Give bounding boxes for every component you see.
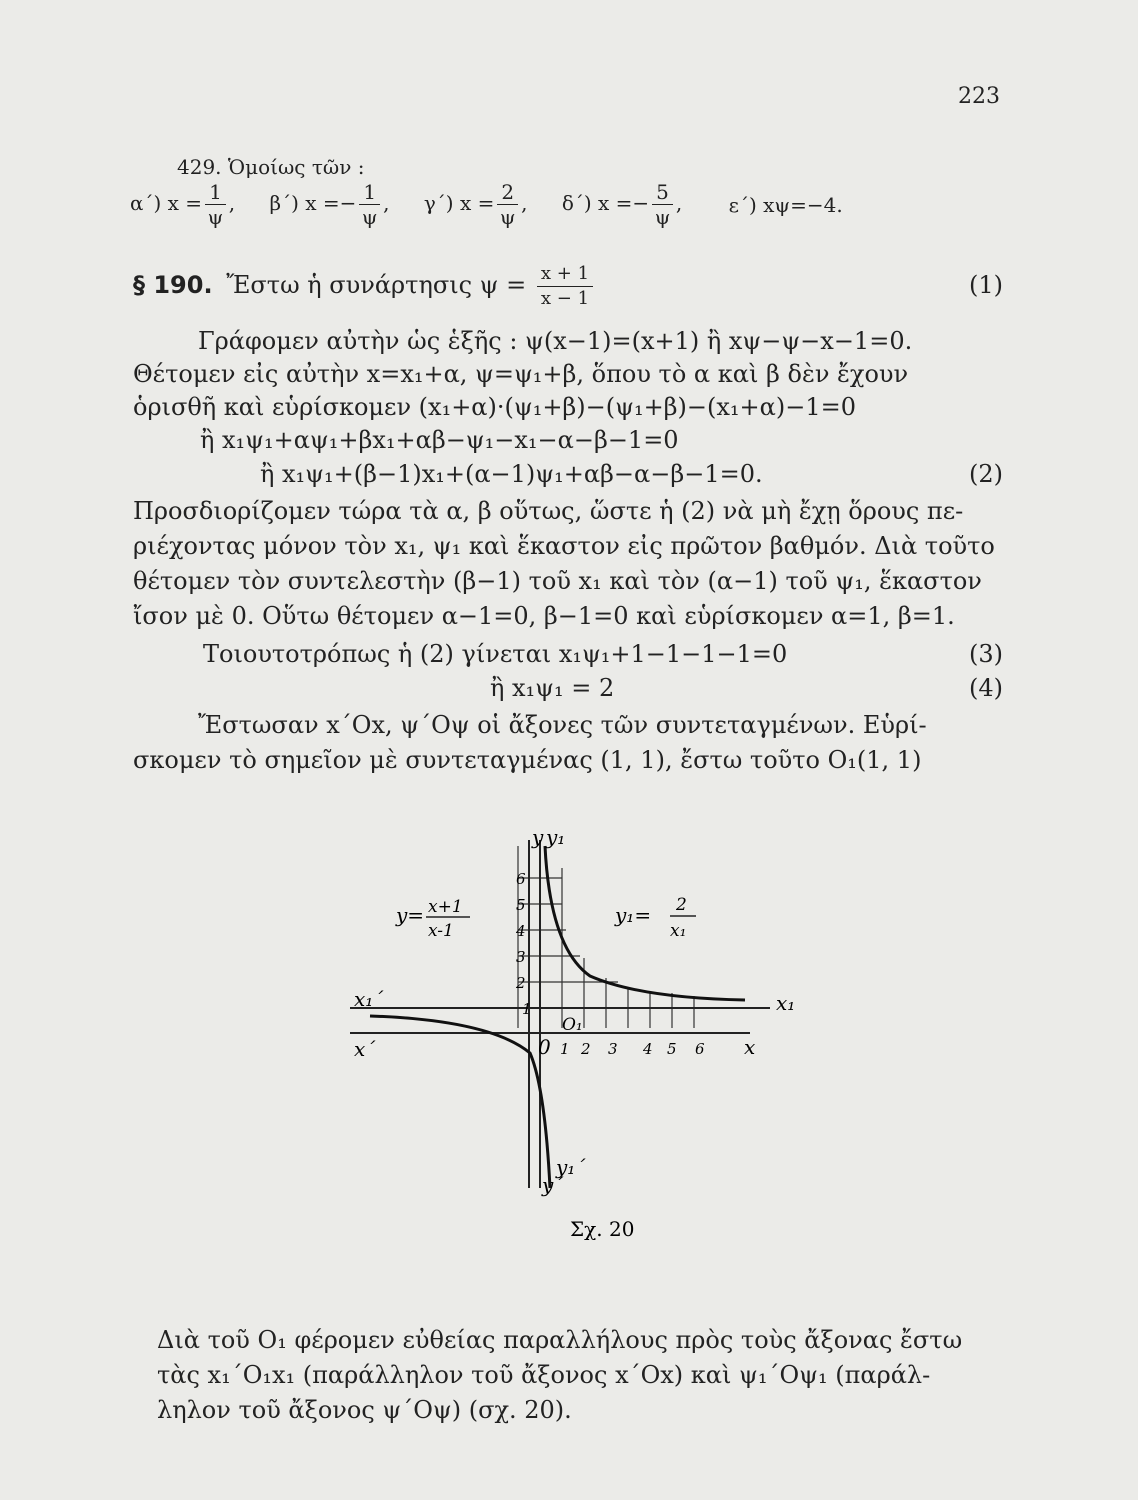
y-tick-label: 3 [516, 948, 526, 966]
grid [518, 846, 694, 1028]
axis-y1p-label: y₁΄ [556, 1155, 586, 1179]
axis-xp-label: x΄ [354, 1037, 376, 1061]
right-eq-den: x₁ [670, 921, 687, 941]
axis-yp-label: y΄ [542, 1173, 564, 1197]
paragraph-1-line-4: ἴσον μὲ 0. Οὕτω θέτομεν α−1=0, β−1=0 καὶ εὑρίσκομεν α=1, β=1. [133, 602, 955, 630]
paragraph-3-line-2: τὰς x₁΄O₁x₁ (παράλληλον τοῦ ἄξονος x΄Ox) καὶ ψ₁΄Oψ₁ (παράλ- [157, 1361, 931, 1389]
paragraph-2-line-2: σκομεν τὸ σημεῖον μὲ συντεταγμένας (1, 1), ἔστω τοῦτο O₁(1, 1) [133, 746, 922, 774]
section-heading [133, 262, 1003, 322]
left-eq-lhs: y= [396, 903, 425, 927]
y-tick-label: 1 [522, 1000, 532, 1018]
section-symbol: § 190. [133, 271, 213, 299]
body-line-6: Τοιουτοτρόπως ἡ (2) γίνεται x₁ψ₁+1−1−1−1=0 (3) [203, 640, 1003, 668]
paragraph-1-line-3: θέτομεν τὸν συντελεστὴν (β−1) τοῦ x₁ καὶ τὸν (α−1) τοῦ ψ₁, ἕκαστον [133, 567, 982, 595]
page-number: 223 [958, 84, 1000, 109]
body-line-5: ἢ x₁ψ₁+(β−1)x₁+(α−1)ψ₁+αβ−α−β−1=0. (2) [260, 460, 1003, 488]
axis-x1-label: x₁ [776, 991, 796, 1015]
x-tick-label: 4 [643, 1040, 653, 1058]
left-eq-den: x-1 [428, 921, 454, 941]
exercise-intro: 429. Ὁμοίως τῶν : [177, 155, 365, 179]
y-tick-label: 5 [516, 896, 526, 914]
x-tick-label: 3 [608, 1040, 618, 1058]
axis-labels [354, 828, 795, 1197]
y-tick-label: 4 [516, 922, 526, 940]
x-tick-label: 2 [581, 1040, 591, 1058]
paragraph-3-line-1: Διὰ τοῦ O₁ φέρομεν εὐθείας παραλλήλους πρὸς τοὺς ἄξονας ἔστω [157, 1326, 963, 1354]
body-line-2: Θέτομεν εἰς αὐτὴν x=x₁+α, ψ=ψ₁+β, ὅπου τὸ α καὶ β δὲν ἔχουν [133, 360, 909, 388]
equation-number-4: (4) [969, 674, 1003, 702]
body-line-4: ἢ x₁ψ₁+αψ₁+βx₁+αβ−ψ₁−x₁−α−β−1=0 [200, 426, 679, 454]
paragraph-3-line-3: ληλον τοῦ ἄξονος ψ΄Oψ) (σχ. 20). [157, 1396, 572, 1424]
paragraph-2-line-1: Ἔστωσαν x΄Ox, ψ΄Oψ οἱ ἄξονες τῶν συντεταγμένων. Εὑρί- [198, 711, 927, 739]
body-line-1: Γράφομεν αὐτὴν ὡς ἑξῆς : ψ(x−1)=(x+1) ἢ xψ−ψ−x−1=0. [198, 327, 913, 355]
equation-number-3: (3) [969, 640, 1003, 668]
x-tick-label: 5 [667, 1040, 677, 1058]
axis-x1p-label: x₁΄ [354, 987, 384, 1011]
y-tick-label: 6 [516, 870, 526, 888]
left-eq-num: x+1 [428, 897, 463, 917]
paragraph-1-line-2: ριέχοντας μόνον τὸν x₁, ψ₁ καὶ ἕκαστον εἰς πρῶτον βαθμόν. Διὰ τοῦτο [133, 532, 995, 560]
section-fraction: $\frac{x + 1}{x - 1}$ [537, 262, 593, 311]
hyperbola-left-branch [370, 1016, 550, 1188]
body-line-3: ὁρισθῆ καὶ εὑρίσκομεν (x₁+α)·(ψ₁+β)−(ψ₁+β)−(x₁+α)−1=0 [133, 393, 856, 421]
exercise-item-c: γ΄) x = $\frac{2}{\psi}$ , [423, 180, 528, 229]
exercise-item-e: ε΄) xψ=−4. [728, 192, 843, 217]
right-eq-lhs: y₁= [615, 903, 652, 927]
body-line-7: ἢ x₁ψ₁ = 2 (4) [490, 674, 1003, 702]
right-equation [614, 895, 696, 941]
y-tick-label: 2 [516, 974, 526, 992]
left-equation [395, 897, 470, 941]
axis-x-label: x [744, 1035, 756, 1059]
figure-caption: Σχ. 20 [570, 1217, 635, 1241]
x-tick-label: 6 [695, 1040, 705, 1058]
axis-y1-label: y₁ [546, 828, 566, 849]
right-eq-num: 2 [676, 895, 687, 915]
axis-y-label: y [532, 828, 544, 849]
o1-label: O₁ [562, 1015, 583, 1035]
exercise-items [130, 180, 1010, 240]
paragraph-1-line-1: Προσδιορίζομεν τώρα τὰ α, β οὕτως, ὥστε ἡ (2) νὰ μὴ ἔχῃ ὅρους πε- [133, 497, 964, 525]
exercise-item-d: δ΄) x =− $\frac{5}{\psi}$ , [561, 180, 683, 229]
figure-20 [340, 828, 820, 1248]
section-statement: Ἔστω ἡ συνάρτησις ψ = [226, 271, 527, 299]
equation-number-1: (1) [969, 271, 1003, 299]
exercise-item-a: α΄) x = $\frac{1}{\psi}$ , [130, 180, 236, 229]
x-tick-labels [560, 1040, 705, 1058]
origin-label: 0 [538, 1035, 551, 1059]
equation-number-2: (2) [969, 460, 1003, 488]
x-tick-label: 1 [560, 1040, 570, 1058]
exercise-item-b: β΄) x =− $\frac{1}{\psi}$ , [269, 180, 390, 229]
